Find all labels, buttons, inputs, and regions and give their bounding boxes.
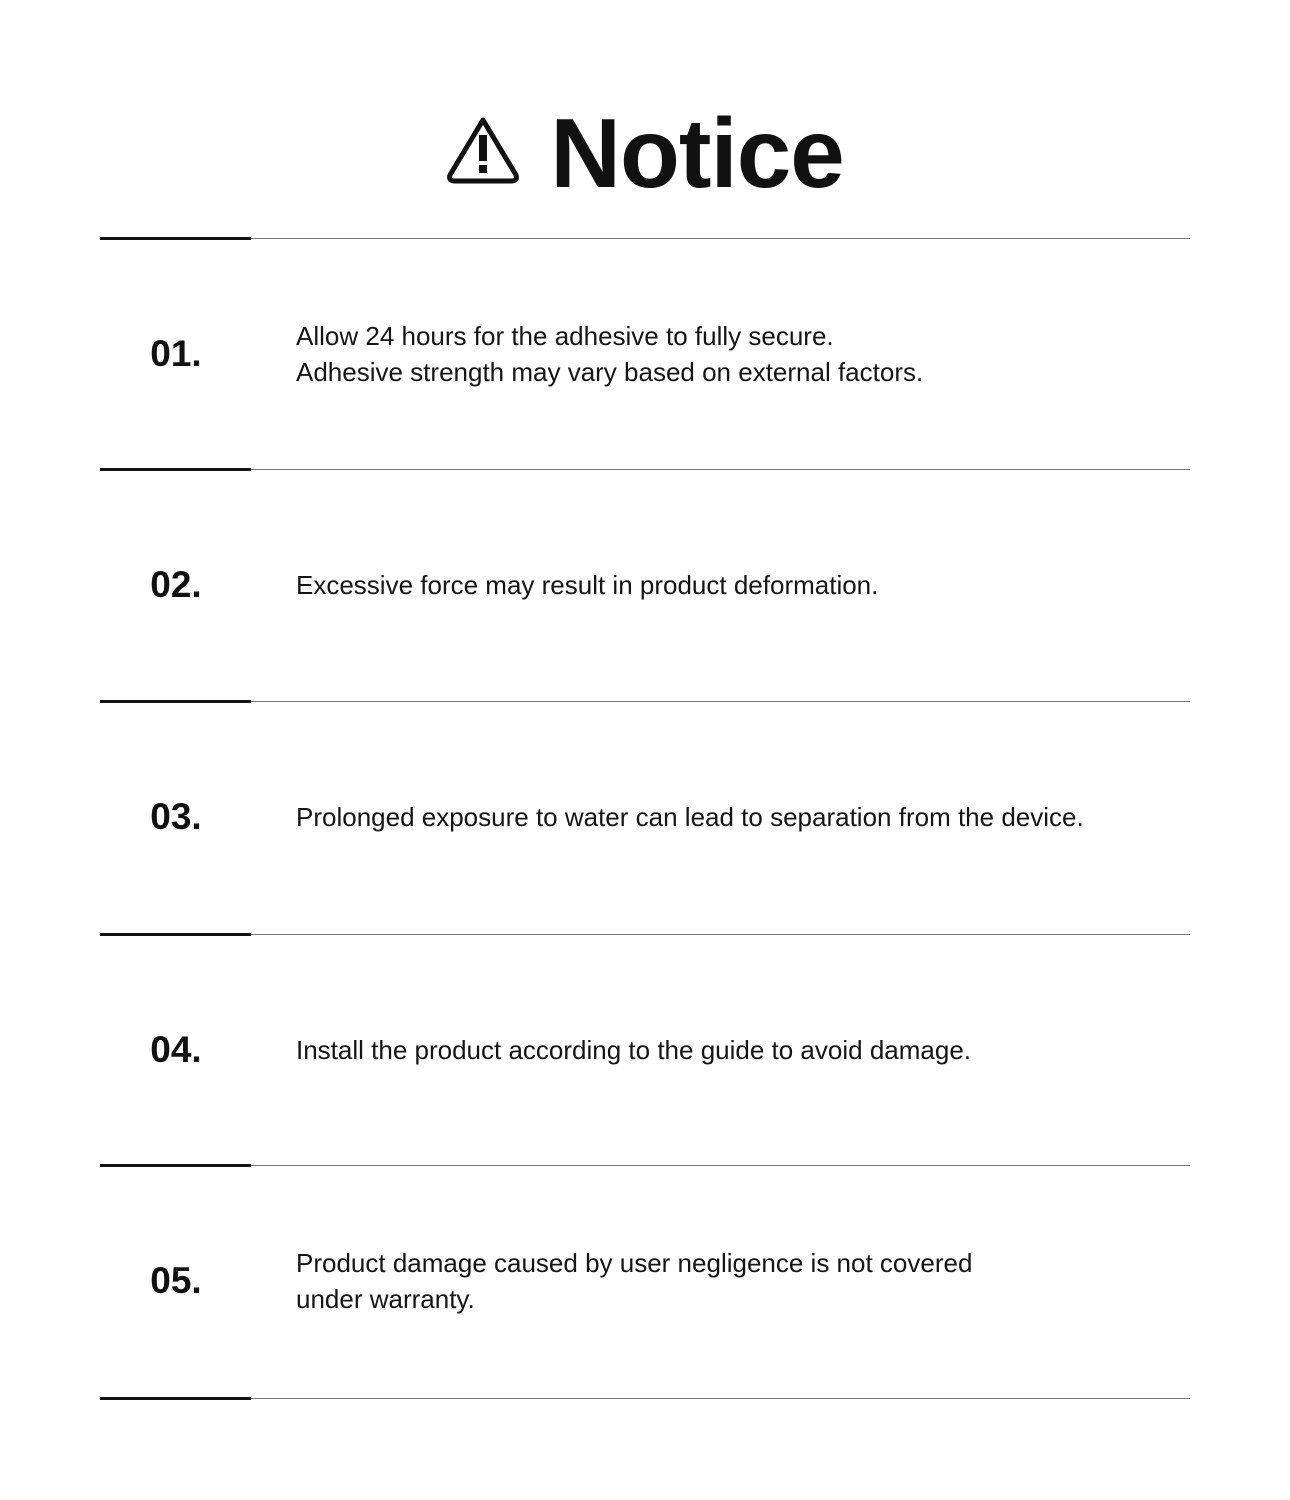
item-text-line: Prolonged exposure to water can lead to separation from the device. (296, 802, 1084, 832)
notice-item (0, 935, 1290, 1165)
item-text (296, 567, 1176, 603)
item-number: 01. (150, 333, 202, 374)
item-text-line: under warranty. (296, 1284, 475, 1314)
notice-item (0, 702, 1290, 932)
item-text (296, 1032, 1176, 1068)
page-title: Notice (550, 98, 844, 208)
notice-item (0, 239, 1290, 469)
warning-triangle-icon (446, 115, 520, 185)
item-text-line: Product damage caused by user negligence is not covered (296, 1248, 973, 1278)
item-number: 02. (150, 564, 202, 605)
notice-item (0, 470, 1290, 700)
item-text-line: Allow 24 hours for the adhesive to fully secure. (296, 321, 834, 351)
item-number: 03. (150, 796, 202, 837)
item-text-line: Excessive force may result in product deformation. (296, 570, 879, 600)
notice-item (0, 1166, 1290, 1396)
item-text (296, 318, 1176, 390)
divider (100, 1398, 1190, 1399)
item-text-line: Adhesive strength may vary based on external factors. (296, 357, 924, 387)
notice-header (0, 98, 1290, 208)
item-text (296, 1245, 1176, 1317)
item-number: 05. (150, 1260, 202, 1301)
item-text (296, 799, 1176, 835)
item-number: 04. (150, 1029, 202, 1070)
item-text-line: Install the product according to the guide to avoid damage. (296, 1035, 971, 1065)
